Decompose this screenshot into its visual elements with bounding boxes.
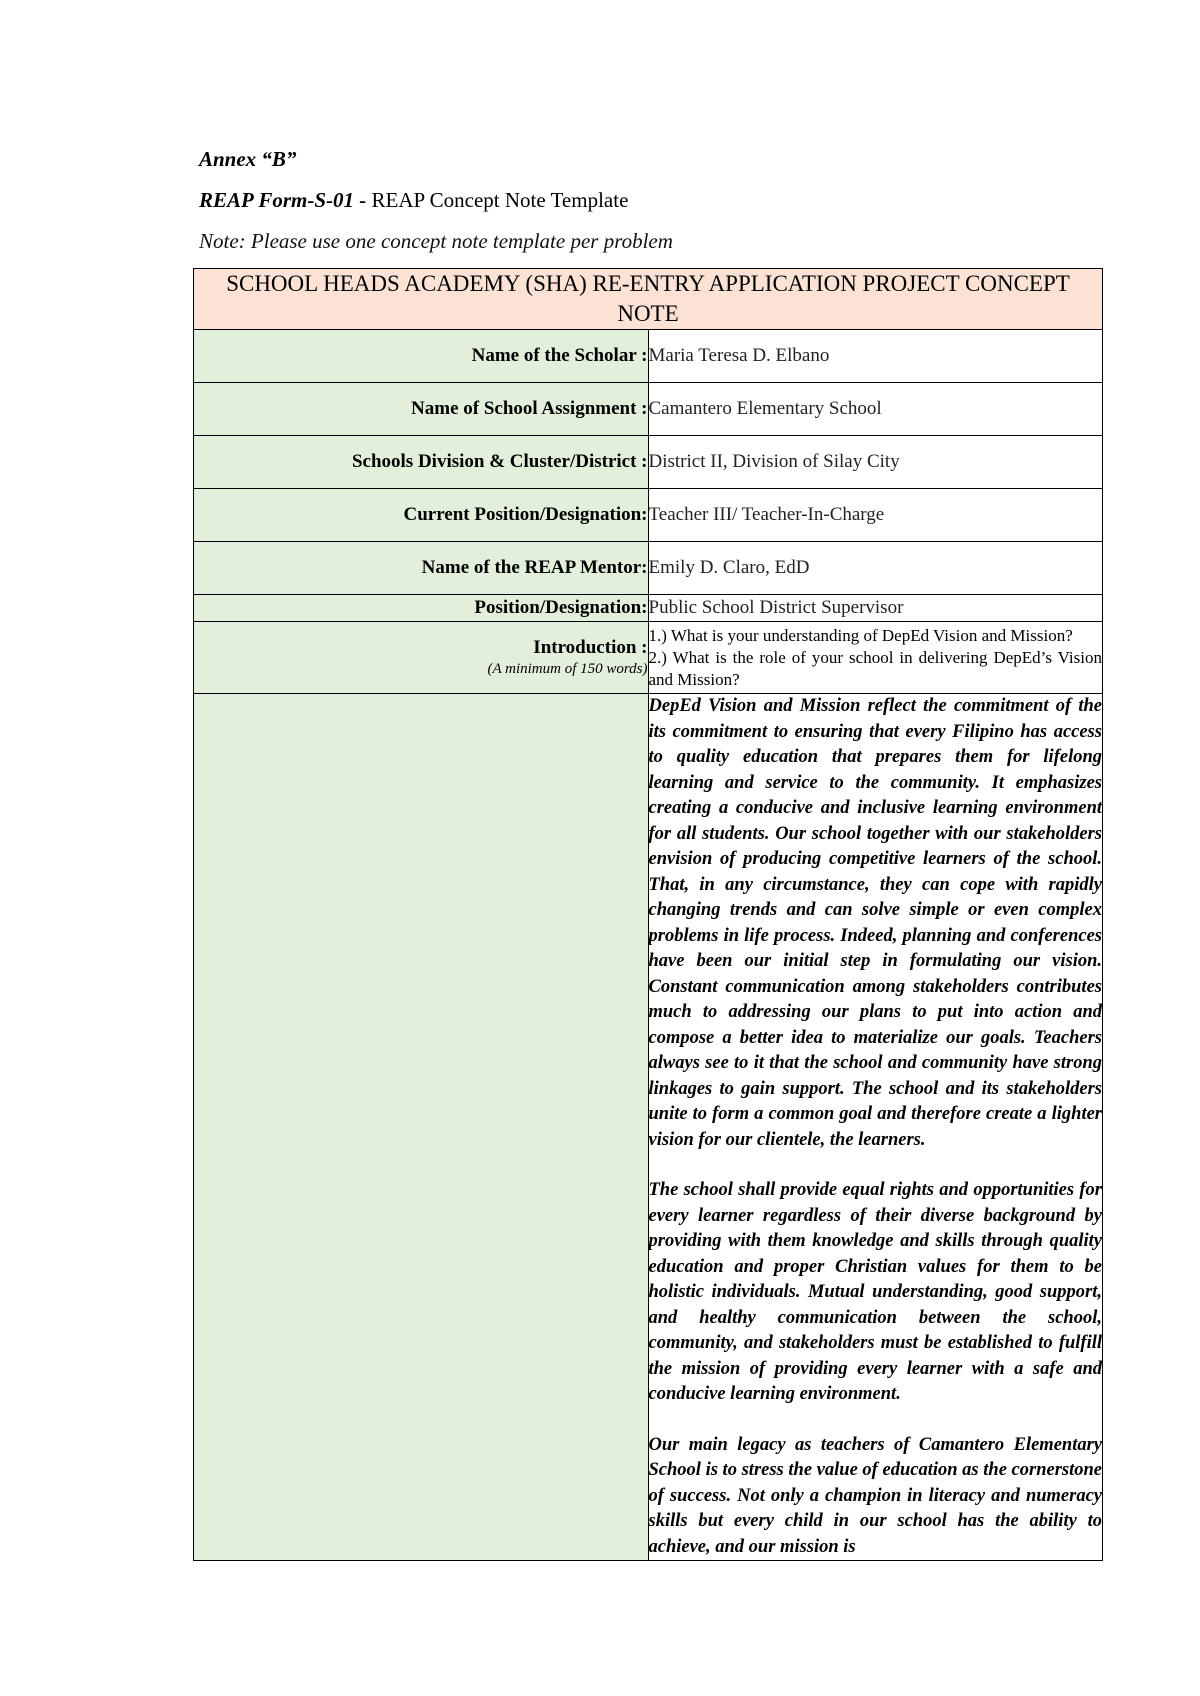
- mentor-position-value[interactable]: Public School District Supervisor: [648, 595, 1103, 622]
- page-header: [199, 146, 1099, 254]
- template-note: Note: Please use one concept note template per problem: [199, 229, 673, 253]
- essay-paragraph-1: DepEd Vision and Mission reflect the commitment of the its commitment to ensuring that every Filipino has access to quality education that prepares them for lifelong learning and service to the community. It emphasizes creating a conducive and inclusive learning environment for all students. Our school together with our stakeholders envision of producing competitive learners of the school. That, in any circumstance, they can cope with rapidly changing trends and can solve simple or even complex problems in life process. Indeed, planning and conferences have been our initial step in formulating our vision. Constant communication among stakeholders contributes much to addressing our plans to put into action and compose a better idea to materialize our goals. Teachers always see to it that the school and community have strong linkages to gain support. The school and its stakeholders unite to form a common goal and therefore create a lighter vision for our clientele, the learners.: [648, 696, 1102, 1150]
- mentor-name-label: Name of the REAP Mentor:: [194, 542, 649, 595]
- current-position-label: Current Position/Designation:: [194, 489, 649, 542]
- form-title: REAP Concept Note Template: [371, 188, 629, 212]
- mentor-position-label: Position/Designation:: [194, 595, 649, 622]
- annex-label: Annex “B”: [199, 147, 297, 171]
- introduction-sublabel: (A minimum of 150 words): [487, 661, 648, 677]
- scholar-name-value[interactable]: Maria Teresa D. Elbano: [648, 330, 1103, 383]
- introduction-label: [194, 622, 649, 694]
- form-title-banner: SCHOOL HEADS ACADEMY (SHA) RE-ENTRY APPLICATION PROJECT CONCEPT NOTE: [194, 269, 1103, 330]
- school-assignment-value[interactable]: Camantero Elementary School: [648, 383, 1103, 436]
- question-2: 2.) What is the role of your school in delivering DepEd’s Vision and Mission?: [648, 647, 1102, 689]
- school-assignment-label: Name of School Assignment :: [194, 383, 649, 436]
- blank-label-cell: [194, 694, 649, 1561]
- division-district-value[interactable]: District II, Division of Silay City: [648, 436, 1103, 489]
- division-district-label: Schools Division & Cluster/District :: [194, 436, 649, 489]
- scholar-name-label: Name of the Scholar :: [194, 330, 649, 383]
- concept-note-form: [193, 268, 1103, 1561]
- essay-paragraph-3: Our main legacy as teachers of Camantero Elementary School is to stress the value of education as the cornerstone of success. Not only a champion in literacy and numeracy skills but every child in our school has the ability to achieve, and our mission is: [648, 1434, 1102, 1557]
- introduction-answer[interactable]: [648, 694, 1103, 1561]
- introduction-title: Introduction :: [533, 637, 648, 658]
- mentor-name-value[interactable]: Emily D. Claro, EdD: [648, 542, 1103, 595]
- introduction-questions: [648, 622, 1103, 694]
- form-code: REAP Form-S-01 -: [199, 188, 367, 212]
- question-1: 1.) What is your understanding of DepEd Vision and Mission?: [648, 625, 1073, 645]
- form-heading: [199, 187, 1099, 213]
- current-position-value[interactable]: Teacher III/ Teacher-In-Charge: [648, 489, 1103, 542]
- essay-paragraph-2: The school shall provide equal rights and opportunities for every learner regardless of their diverse background by providing with them knowledge and skills through quality education and proper Christian values for them to be holistic individuals. Mutual understanding, good support, and healthy communication between the school, community, and stakeholders must be established to fulfill the mission of providing every learner with a safe and conducive learning environment.: [648, 1180, 1102, 1404]
